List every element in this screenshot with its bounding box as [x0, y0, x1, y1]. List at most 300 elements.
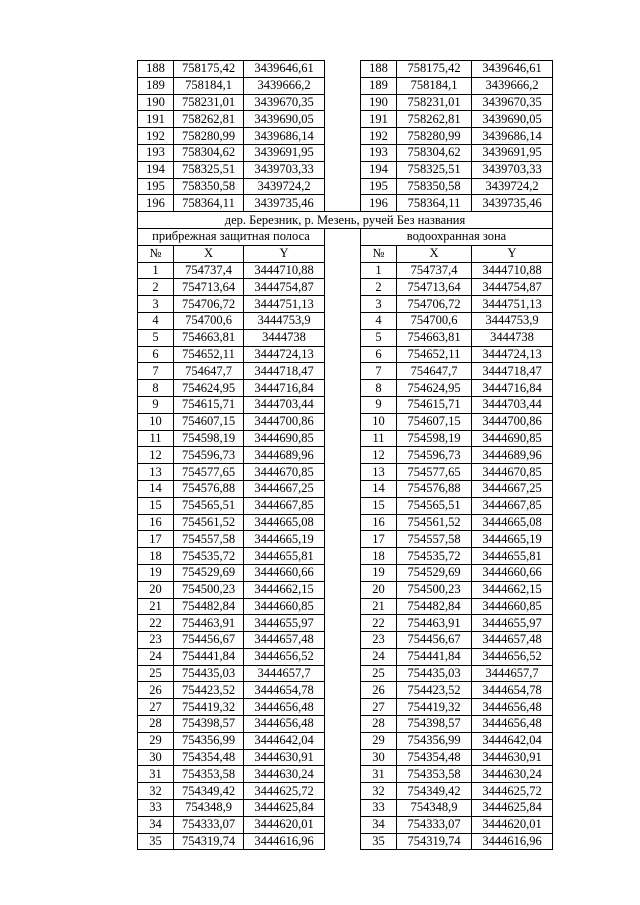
left-y-coordinate: 3439646,61: [244, 61, 325, 78]
column-gap: [325, 312, 361, 329]
right-point-number: 19: [361, 564, 397, 581]
right-point-number: 195: [361, 178, 397, 195]
table-row: [138, 564, 553, 581]
right-y-coordinate: 3444670,85: [472, 464, 553, 481]
main-rows: [138, 262, 553, 850]
section-title: дер. Березник, р. Мезень, ручей Без названия: [138, 212, 553, 229]
column-gap: [325, 581, 361, 598]
left-x-coordinate: 754700,6: [174, 312, 244, 329]
right-point-number: 1: [361, 262, 397, 279]
left-x-coordinate: 754456,67: [174, 632, 244, 649]
table-row: [138, 178, 553, 195]
right-x-coordinate: 754557,58: [397, 531, 472, 548]
right-x-coordinate: 754596,73: [397, 447, 472, 464]
left-point-number: 34: [138, 816, 174, 833]
right-x-coordinate: 754706,72: [397, 296, 472, 313]
column-gap: [325, 128, 361, 145]
right-y-coordinate: 3444625,84: [472, 800, 553, 817]
table-row: [138, 312, 553, 329]
right-y-coordinate: 3444662,15: [472, 581, 553, 598]
left-x-coordinate: 754577,65: [174, 464, 244, 481]
right-y-coordinate: 3444657,7: [472, 665, 553, 682]
column-gap: [325, 531, 361, 548]
left-point-number: 195: [138, 178, 174, 195]
left-y-coordinate: 3444670,85: [244, 464, 325, 481]
table-row: [138, 464, 553, 481]
right-point-number: 18: [361, 548, 397, 565]
table-row: [138, 128, 553, 145]
column-gap: [325, 111, 361, 128]
table-row: [138, 262, 553, 279]
left-y-coordinate: 3439735,46: [244, 195, 325, 212]
table-row: [138, 514, 553, 531]
right-x-coordinate: 754647,7: [397, 363, 472, 380]
left-x-coordinate: 758350,58: [174, 178, 244, 195]
right-y-coordinate: 3444754,87: [472, 279, 553, 296]
right-y-coordinate: 3444700,86: [472, 413, 553, 430]
left-x-coordinate: 758175,42: [174, 61, 244, 78]
table-row: [138, 329, 553, 346]
right-x-coordinate: 754456,67: [397, 632, 472, 649]
right-point-number: 196: [361, 195, 397, 212]
column-gap: [325, 464, 361, 481]
left-point-number: 1: [138, 262, 174, 279]
left-point-number: 24: [138, 648, 174, 665]
left-point-number: 14: [138, 480, 174, 497]
right-point-number: 6: [361, 346, 397, 363]
left-y-coordinate: 3444724,13: [244, 346, 325, 363]
right-point-number: 13: [361, 464, 397, 481]
right-col-y: Y: [472, 245, 553, 262]
right-y-coordinate: 3444703,44: [472, 396, 553, 413]
right-point-number: 35: [361, 833, 397, 850]
column-gap: [325, 228, 361, 245]
left-x-coordinate: 758280,99: [174, 128, 244, 145]
left-point-number: 7: [138, 363, 174, 380]
right-y-coordinate: 3439670,35: [472, 94, 553, 111]
column-gap: [325, 61, 361, 78]
left-point-number: 13: [138, 464, 174, 481]
right-y-coordinate: 3444656,52: [472, 648, 553, 665]
left-y-coordinate: 3444690,85: [244, 430, 325, 447]
column-gap: [325, 665, 361, 682]
coordinates-table: [137, 60, 553, 850]
right-x-coordinate: 754607,15: [397, 413, 472, 430]
column-gap: [325, 161, 361, 178]
left-y-coordinate: 3439666,2: [244, 77, 325, 94]
column-gap: [325, 380, 361, 397]
right-x-coordinate: 758304,62: [397, 144, 472, 161]
column-gap: [325, 279, 361, 296]
table-row: [138, 699, 553, 716]
left-y-coordinate: 3444656,52: [244, 648, 325, 665]
right-x-coordinate: 754529,69: [397, 564, 472, 581]
right-point-number: 12: [361, 447, 397, 464]
top-rows: [138, 61, 553, 212]
right-y-coordinate: 3444665,19: [472, 531, 553, 548]
right-point-number: 16: [361, 514, 397, 531]
right-x-coordinate: 754441,84: [397, 648, 472, 665]
right-x-coordinate: 754598,19: [397, 430, 472, 447]
left-y-coordinate: 3444703,44: [244, 396, 325, 413]
table-row: [138, 380, 553, 397]
left-x-coordinate: 754348,9: [174, 800, 244, 817]
right-x-coordinate: 758364,11: [397, 195, 472, 212]
left-x-coordinate: 758325,51: [174, 161, 244, 178]
right-x-coordinate: 754500,23: [397, 581, 472, 598]
right-x-coordinate: 754463,91: [397, 615, 472, 632]
table-row: [138, 598, 553, 615]
left-y-coordinate: 3444654,78: [244, 682, 325, 699]
right-y-coordinate: 3444656,48: [472, 699, 553, 716]
left-x-coordinate: 754354,48: [174, 749, 244, 766]
right-x-coordinate: 758280,99: [397, 128, 472, 145]
left-point-number: 192: [138, 128, 174, 145]
left-y-coordinate: 3439690,05: [244, 111, 325, 128]
right-y-coordinate: 3444667,85: [472, 497, 553, 514]
left-x-coordinate: 754500,23: [174, 581, 244, 598]
right-x-coordinate: 754713,64: [397, 279, 472, 296]
left-point-number: 3: [138, 296, 174, 313]
left-y-coordinate: 3444738: [244, 329, 325, 346]
right-point-number: 34: [361, 816, 397, 833]
right-point-number: 189: [361, 77, 397, 94]
left-y-coordinate: 3444630,24: [244, 766, 325, 783]
table-row: [138, 800, 553, 817]
left-x-coordinate: 754706,72: [174, 296, 244, 313]
left-x-coordinate: 754423,52: [174, 682, 244, 699]
column-gap: [325, 245, 361, 262]
table-row: [138, 396, 553, 413]
left-x-coordinate: 754535,72: [174, 548, 244, 565]
table-row: [138, 833, 553, 850]
left-x-coordinate: 754349,42: [174, 783, 244, 800]
left-point-number: 8: [138, 380, 174, 397]
left-x-coordinate: 754356,99: [174, 732, 244, 749]
right-x-coordinate: 754319,74: [397, 833, 472, 850]
right-x-coordinate: 754565,51: [397, 497, 472, 514]
left-point-number: 16: [138, 514, 174, 531]
column-gap: [325, 447, 361, 464]
column-gap: [325, 716, 361, 733]
table-row: [138, 682, 553, 699]
left-x-coordinate: 754737,4: [174, 262, 244, 279]
left-point-number: 11: [138, 430, 174, 447]
right-x-coordinate: 754419,32: [397, 699, 472, 716]
right-y-coordinate: 3444667,25: [472, 480, 553, 497]
right-point-number: 33: [361, 800, 397, 817]
left-y-coordinate: 3439670,35: [244, 94, 325, 111]
right-point-number: 2: [361, 279, 397, 296]
right-x-coordinate: 754333,07: [397, 816, 472, 833]
right-y-coordinate: 3444655,97: [472, 615, 553, 632]
left-point-number: 10: [138, 413, 174, 430]
left-x-coordinate: 754435,03: [174, 665, 244, 682]
table-row: [138, 716, 553, 733]
left-x-coordinate: 754557,58: [174, 531, 244, 548]
table-row: [138, 749, 553, 766]
right-x-coordinate: 758231,01: [397, 94, 472, 111]
right-x-coordinate: 754737,4: [397, 262, 472, 279]
left-point-number: 17: [138, 531, 174, 548]
right-y-coordinate: 3444655,81: [472, 548, 553, 565]
right-point-number: 15: [361, 497, 397, 514]
right-x-coordinate: 754700,6: [397, 312, 472, 329]
left-point-number: 194: [138, 161, 174, 178]
left-x-coordinate: 754561,52: [174, 514, 244, 531]
left-point-number: 27: [138, 699, 174, 716]
left-point-number: 23: [138, 632, 174, 649]
table-row: [138, 581, 553, 598]
left-y-coordinate: 3444660,66: [244, 564, 325, 581]
left-point-number: 29: [138, 732, 174, 749]
right-y-coordinate: 3444665,08: [472, 514, 553, 531]
left-y-coordinate: 3444616,96: [244, 833, 325, 850]
right-x-coordinate: 758262,81: [397, 111, 472, 128]
table-row: [138, 648, 553, 665]
right-point-number: 188: [361, 61, 397, 78]
left-y-coordinate: 3444657,7: [244, 665, 325, 682]
left-y-coordinate: 3444657,48: [244, 632, 325, 649]
column-gap: [325, 732, 361, 749]
right-col-x: X: [397, 245, 472, 262]
column-header-row: [138, 245, 553, 262]
left-point-number: 190: [138, 94, 174, 111]
column-gap: [325, 94, 361, 111]
left-point-number: 21: [138, 598, 174, 615]
right-x-coordinate: 754354,48: [397, 749, 472, 766]
right-y-coordinate: 3439703,33: [472, 161, 553, 178]
right-y-coordinate: 3439666,2: [472, 77, 553, 94]
left-point-number: 188: [138, 61, 174, 78]
left-y-coordinate: 3444716,84: [244, 380, 325, 397]
column-gap: [325, 144, 361, 161]
left-y-coordinate: 3444642,04: [244, 732, 325, 749]
right-point-number: 190: [361, 94, 397, 111]
table-row: [138, 144, 553, 161]
left-point-number: 32: [138, 783, 174, 800]
right-y-coordinate: 3444654,78: [472, 682, 553, 699]
right-point-number: 24: [361, 648, 397, 665]
left-y-coordinate: 3444655,81: [244, 548, 325, 565]
left-y-coordinate: 3444689,96: [244, 447, 325, 464]
left-point-number: 22: [138, 615, 174, 632]
right-point-number: 10: [361, 413, 397, 430]
table-row: [138, 548, 553, 565]
left-x-coordinate: 758231,01: [174, 94, 244, 111]
column-gap: [325, 396, 361, 413]
right-x-coordinate: 754348,9: [397, 800, 472, 817]
column-gap: [325, 766, 361, 783]
left-y-coordinate: 3444655,97: [244, 615, 325, 632]
right-x-coordinate: 754423,52: [397, 682, 472, 699]
table-row: [138, 279, 553, 296]
left-point-number: 2: [138, 279, 174, 296]
left-point-number: 6: [138, 346, 174, 363]
left-y-coordinate: 3444700,86: [244, 413, 325, 430]
left-x-coordinate: 754482,84: [174, 598, 244, 615]
column-gap: [325, 800, 361, 817]
left-x-coordinate: 754607,15: [174, 413, 244, 430]
left-point-number: 30: [138, 749, 174, 766]
table-row: [138, 363, 553, 380]
left-x-coordinate: 758364,11: [174, 195, 244, 212]
right-y-coordinate: 3444620,01: [472, 816, 553, 833]
left-x-coordinate: 754333,07: [174, 816, 244, 833]
right-y-coordinate: 3444656,48: [472, 716, 553, 733]
left-x-coordinate: 754565,51: [174, 497, 244, 514]
column-gap: [325, 648, 361, 665]
left-y-coordinate: 3444718,47: [244, 363, 325, 380]
left-point-number: 193: [138, 144, 174, 161]
left-y-coordinate: 3444710,88: [244, 262, 325, 279]
left-x-coordinate: 754652,11: [174, 346, 244, 363]
right-y-coordinate: 3444753,9: [472, 312, 553, 329]
right-point-number: 4: [361, 312, 397, 329]
right-point-number: 22: [361, 615, 397, 632]
table-row: [138, 732, 553, 749]
right-y-coordinate: 3444630,24: [472, 766, 553, 783]
table-row: [138, 413, 553, 430]
right-point-number: 192: [361, 128, 397, 145]
right-point-number: 21: [361, 598, 397, 615]
right-x-coordinate: 758184,1: [397, 77, 472, 94]
left-x-coordinate: 754319,74: [174, 833, 244, 850]
table-row: [138, 195, 553, 212]
left-col-number: №: [138, 245, 174, 262]
left-y-coordinate: 3444625,84: [244, 800, 325, 817]
left-x-coordinate: 754663,81: [174, 329, 244, 346]
right-point-number: 28: [361, 716, 397, 733]
column-gap: [325, 833, 361, 850]
left-x-coordinate: 754624,95: [174, 380, 244, 397]
right-y-coordinate: 3439690,05: [472, 111, 553, 128]
left-x-coordinate: 754419,32: [174, 699, 244, 716]
left-y-coordinate: 3444667,25: [244, 480, 325, 497]
left-col-y: Y: [244, 245, 325, 262]
table-row: [138, 480, 553, 497]
right-x-coordinate: 754624,95: [397, 380, 472, 397]
column-gap: [325, 77, 361, 94]
left-y-coordinate: 3444751,13: [244, 296, 325, 313]
column-gap: [325, 262, 361, 279]
left-y-coordinate: 3444620,01: [244, 816, 325, 833]
right-point-number: 193: [361, 144, 397, 161]
table-row: [138, 430, 553, 447]
left-y-coordinate: 3444667,85: [244, 497, 325, 514]
right-x-coordinate: 754576,88: [397, 480, 472, 497]
left-x-coordinate: 754596,73: [174, 447, 244, 464]
column-gap: [325, 430, 361, 447]
section-header: [138, 212, 553, 262]
left-point-number: 28: [138, 716, 174, 733]
right-point-number: 31: [361, 766, 397, 783]
left-x-coordinate: 754576,88: [174, 480, 244, 497]
right-y-coordinate: 3444710,88: [472, 262, 553, 279]
right-y-coordinate: 3444625,72: [472, 783, 553, 800]
column-gap: [325, 682, 361, 699]
right-y-coordinate: 3444660,85: [472, 598, 553, 615]
right-x-coordinate: 754398,57: [397, 716, 472, 733]
column-gap: [325, 480, 361, 497]
left-x-coordinate: 754615,71: [174, 396, 244, 413]
table-row: [138, 111, 553, 128]
right-y-coordinate: 3444738: [472, 329, 553, 346]
left-x-coordinate: 754713,64: [174, 279, 244, 296]
column-gap: [325, 548, 361, 565]
right-y-coordinate: 3444724,13: [472, 346, 553, 363]
left-y-coordinate: 3439703,33: [244, 161, 325, 178]
left-point-number: 25: [138, 665, 174, 682]
left-y-coordinate: 3439686,14: [244, 128, 325, 145]
left-x-coordinate: 754398,57: [174, 716, 244, 733]
column-gap: [325, 413, 361, 430]
right-point-number: 3: [361, 296, 397, 313]
right-y-coordinate: 3439686,14: [472, 128, 553, 145]
left-point-number: 4: [138, 312, 174, 329]
left-x-coordinate: 754529,69: [174, 564, 244, 581]
left-y-coordinate: 3444625,72: [244, 783, 325, 800]
column-gap: [325, 195, 361, 212]
right-y-coordinate: 3439646,61: [472, 61, 553, 78]
right-point-number: 23: [361, 632, 397, 649]
table-row: [138, 497, 553, 514]
left-point-number: 35: [138, 833, 174, 850]
right-point-number: 7: [361, 363, 397, 380]
table-row: [138, 77, 553, 94]
right-point-number: 191: [361, 111, 397, 128]
left-heading: прибрежная защитная полоса: [138, 228, 325, 245]
left-point-number: 12: [138, 447, 174, 464]
right-point-number: 29: [361, 732, 397, 749]
column-gap: [325, 699, 361, 716]
left-y-coordinate: 3444656,48: [244, 716, 325, 733]
right-y-coordinate: 3444642,04: [472, 732, 553, 749]
right-y-coordinate: 3444630,91: [472, 749, 553, 766]
right-point-number: 194: [361, 161, 397, 178]
right-y-coordinate: 3439691,95: [472, 144, 553, 161]
right-y-coordinate: 3444689,96: [472, 447, 553, 464]
left-point-number: 19: [138, 564, 174, 581]
right-point-number: 17: [361, 531, 397, 548]
right-y-coordinate: 3444718,47: [472, 363, 553, 380]
table-row: [138, 447, 553, 464]
right-y-coordinate: 3444660,66: [472, 564, 553, 581]
table-row: [138, 531, 553, 548]
left-point-number: 33: [138, 800, 174, 817]
right-x-coordinate: 754535,72: [397, 548, 472, 565]
column-gap: [325, 598, 361, 615]
right-x-coordinate: 754349,42: [397, 783, 472, 800]
table-row: [138, 632, 553, 649]
left-x-coordinate: 754441,84: [174, 648, 244, 665]
right-y-coordinate: 3439724,2: [472, 178, 553, 195]
right-point-number: 27: [361, 699, 397, 716]
right-x-coordinate: 754356,99: [397, 732, 472, 749]
right-x-coordinate: 754615,71: [397, 396, 472, 413]
right-point-number: 26: [361, 682, 397, 699]
right-point-number: 25: [361, 665, 397, 682]
column-gap: [325, 816, 361, 833]
column-gap: [325, 783, 361, 800]
column-gap: [325, 497, 361, 514]
right-x-coordinate: 754663,81: [397, 329, 472, 346]
column-gap: [325, 615, 361, 632]
table-row: [138, 94, 553, 111]
right-y-coordinate: 3444690,85: [472, 430, 553, 447]
table-row: [138, 816, 553, 833]
table-row: [138, 346, 553, 363]
